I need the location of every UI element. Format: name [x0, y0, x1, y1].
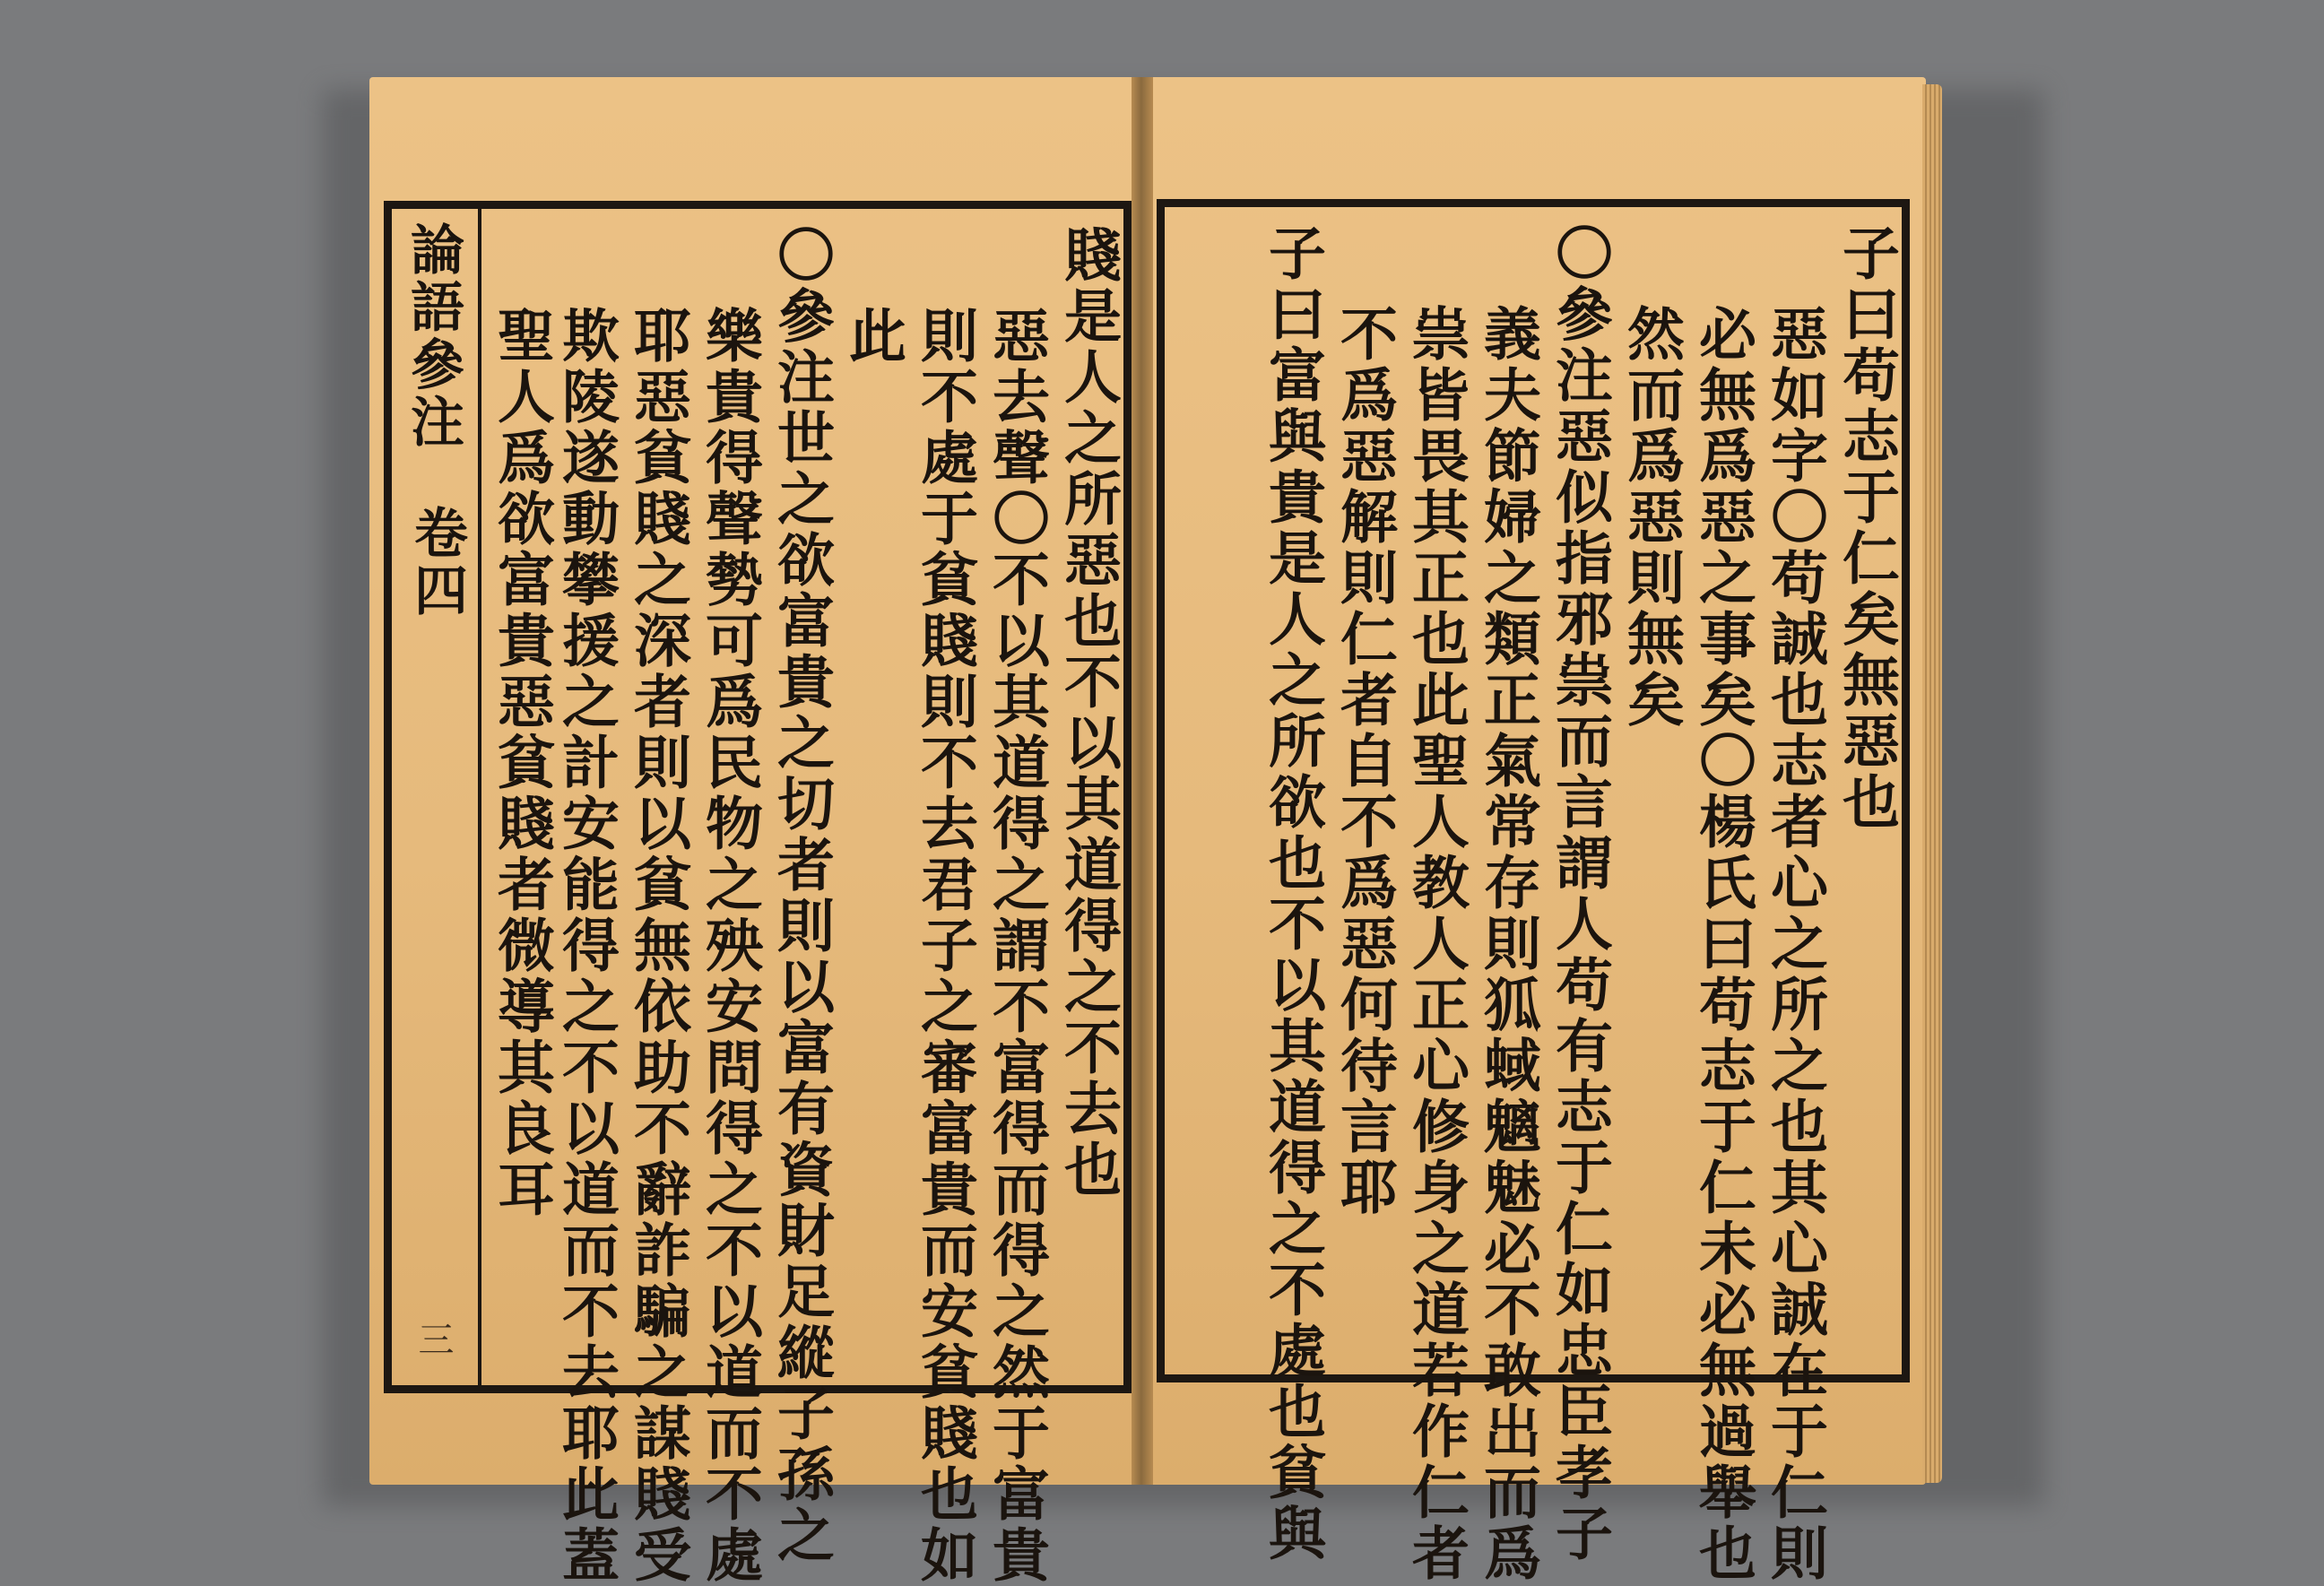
left-text-frame — [384, 201, 1132, 1586]
text-column: 祟皆畏其正也此聖人教人正心修身之道若作仁者 — [1402, 304, 1470, 1584]
text-column: 耶惡貧賤之深者則以貧無依助不辭詐騙之謀賤受 — [624, 306, 691, 1586]
text-column: 不爲惡解則仁者自不爲惡何待言耶 — [1331, 304, 1398, 1218]
page-edges — [1922, 84, 1942, 1483]
text-column: 子曰苟志于仁矣無惡也 — [1833, 223, 1900, 833]
running-title-column — [392, 209, 481, 1385]
text-column: 聖人爲欲富貴惡貧賤者微導其良耳 — [488, 306, 555, 1220]
volume-label: 卷四 — [405, 505, 468, 620]
text-column: 〇參注世之欲富貴之切者則以富有資財足縱子孫之 — [767, 225, 835, 1566]
text-column: 義夫節婦之類正氣常存則狐蜮魑魅必不敢出而爲 — [1474, 304, 1541, 1584]
text-column: 惡如字〇苟誠也志者心之所之也其心誠在于仁則 — [1761, 304, 1828, 1584]
text-column: 惡去聲〇不以其道得之謂不富得而得之然于富貴 — [983, 306, 1050, 1586]
text-column: 〇參注惡似指邪祟而言謂人苟有志于仁如忠臣孝子 — [1546, 223, 1613, 1564]
right-text-frame — [1157, 199, 1910, 1584]
book-gutter — [1132, 77, 1153, 1485]
text-column: 此 — [839, 306, 906, 367]
text-column: 則不處于貧賤則不去君子之審富貴而安貧賤也如 — [911, 306, 978, 1586]
text-column: 欺陵遂動攀援之計安能得之不以道而不去耶此蓋 — [552, 306, 620, 1586]
running-title: 論語參注 — [402, 221, 464, 451]
folio-number: 三 — [412, 1321, 454, 1356]
text-column: 必無爲惡之事矣〇楊氏曰苟志于仁未必無過舉也 — [1689, 304, 1756, 1584]
text-column: 賤是人之所惡也不以其道得之不去也 — [1054, 225, 1122, 1200]
text-column: 樂貴得聲勢可爲民物之殃安問得之不以道而不處 — [696, 306, 763, 1586]
text-column: 子曰富與貴是人之所欲也不以其道得之不處也貧與 — [1259, 223, 1326, 1564]
text-column: 然而爲惡則無矣 — [1617, 304, 1685, 731]
